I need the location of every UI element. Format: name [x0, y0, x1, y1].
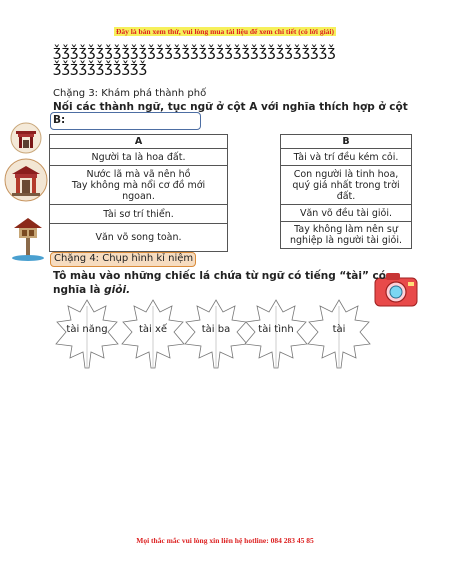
- leaf-option[interactable]: [183, 298, 249, 370]
- column-a-item: Văn võ song toàn.: [50, 224, 228, 252]
- leaf-word: tài xế: [138, 324, 168, 335]
- level-4-instruction: Tô màu vào những chiếc lá chứa từ ngữ có tiếng “tài” có nghĩa là giỏi.: [53, 270, 386, 296]
- column-b-item: Tay không làm nên sự nghiệp là người tài giỏi.: [281, 222, 412, 249]
- leaf-option[interactable]: [120, 298, 186, 370]
- leaf-word: tài: [332, 324, 346, 335]
- level-3-instruction: Nối các thành ngữ, tục ngữ ở cột A với nghĩa thích hợp ở cột B:: [53, 101, 408, 126]
- decorative-glyphs: ǯǯǯǯǯǯǯǯǯǯǯǯǯǯǯǯǯǯǯǯǯǯǯǯǯǯǯǯǯǯǯǯǯǯǯǯǯǯǯǯǯǯǯǯ: [53, 44, 336, 76]
- column-b-item: Con người là tinh hoa, quý giá nhất trong trời đất.: [281, 166, 412, 205]
- leaf-word: tài năng: [66, 324, 108, 335]
- column-a-item: Tài sơ trí thiển.: [50, 205, 228, 224]
- preview-notice: Đây là bản xem thử, vui lòng mua tài liệu để xem chi tiết (có lời giải): [115, 27, 335, 36]
- leaf-option[interactable]: [243, 298, 309, 370]
- gate-icon: [10, 122, 42, 154]
- leaf-word: tài tình: [258, 324, 294, 335]
- hotline-notice: Mọi thắc mắc vui lòng xin liên hệ hotline: 084 283 45 85: [136, 536, 314, 545]
- column-a-table: [49, 134, 228, 252]
- column-a-header: A: [50, 135, 228, 149]
- column-b-table: [280, 134, 412, 249]
- column-a-item: Nước lã mà vã nên hồ Tay không mà nổi cơ đồ mới ngoan.: [50, 166, 228, 205]
- column-a-item: Người ta là hoa đất.: [50, 149, 228, 166]
- leaf-word: tài ba: [201, 324, 231, 335]
- level-3-title: Chặng 3: Khám phá thành phố: [53, 88, 207, 99]
- instruction-highlight-box: [50, 112, 201, 130]
- leaf-option[interactable]: [306, 298, 372, 370]
- temple-icon: [4, 158, 48, 202]
- column-b-item: Tài và trí đều kém cỏi.: [281, 149, 412, 166]
- leaf-option[interactable]: [54, 298, 120, 370]
- column-b-header: B: [281, 135, 412, 149]
- pagoda-icon: [10, 216, 46, 262]
- column-b-item: Văn võ đều tài giỏi.: [281, 205, 412, 222]
- level-4-title: Chặng 4: Chụp hình kỉ niệm: [54, 253, 194, 264]
